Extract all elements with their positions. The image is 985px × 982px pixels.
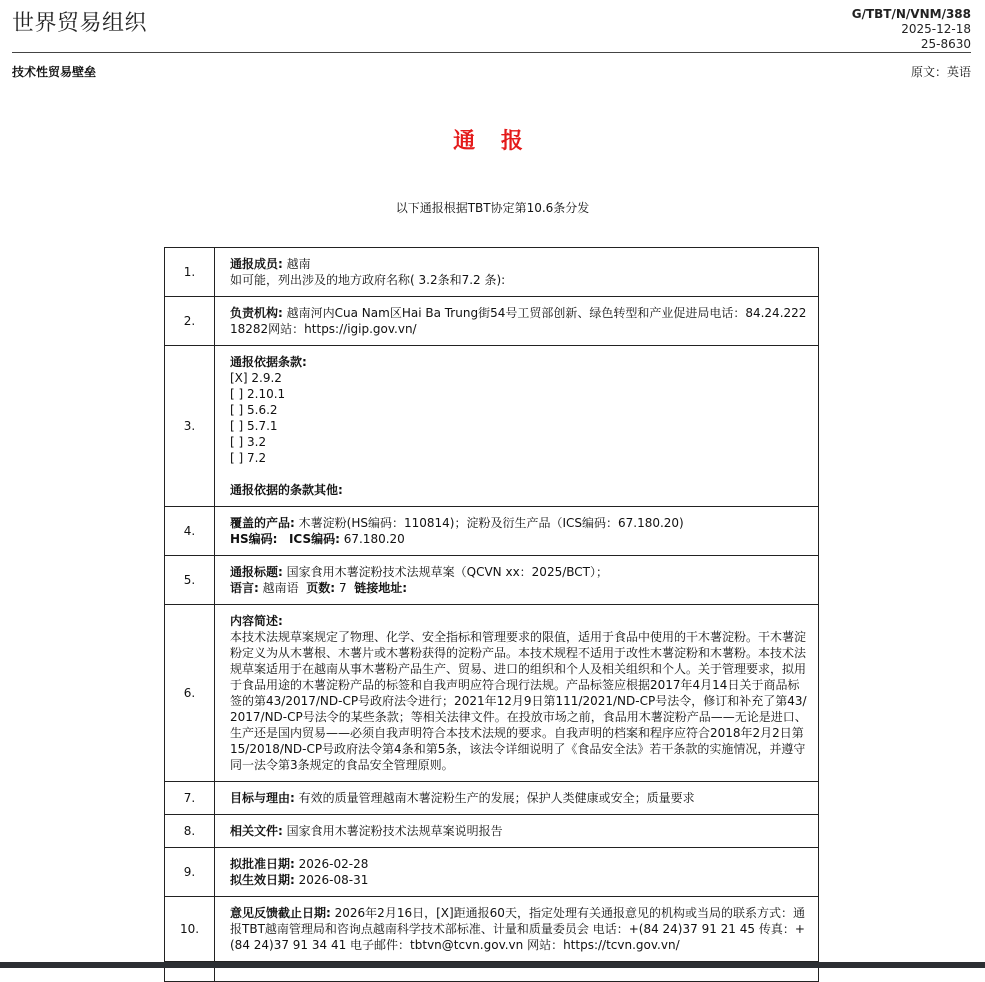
table-row	[165, 848, 819, 897]
field-value: 木薯淀粉(HS编码：110814)；淀粉及衍生产品（ICS编码：67.180.20)	[298, 516, 684, 530]
row-content	[215, 897, 819, 962]
document-symbol: G/TBT/N/VNM/388	[851, 7, 971, 21]
subtitle: 技术性贸易壁垒	[12, 65, 97, 79]
field-value: 越南语	[262, 581, 299, 595]
table-row	[165, 897, 819, 962]
row-number: 3.	[165, 346, 215, 507]
field-value: 越南河内Cua Nam区Hai Ba Trung街54号工贸部创新、绿色转型和产业促进局电话：84.24.22218282网站：https://igip.gov.vn/	[230, 306, 807, 336]
table-row	[165, 782, 819, 815]
field-label: 通报成员:	[230, 257, 283, 271]
table-row	[165, 507, 819, 556]
document-date: 2025-12-18	[901, 22, 971, 36]
row-content	[215, 507, 819, 556]
row-content	[215, 297, 819, 346]
field-label: 负责机构:	[230, 306, 283, 320]
row-content	[215, 782, 819, 815]
intro-line: 以下通报根据TBT协定第10.6条分发	[395, 201, 590, 215]
field-value: 2026-08-31	[298, 873, 369, 887]
field-value: 有效的质量管理越南木薯淀粉生产的发展；保护人类健康或安全；质量要求	[298, 791, 695, 805]
field-label: ICS编码:	[288, 532, 340, 546]
table-row	[165, 815, 819, 848]
checkbox-item: [ ] 2.10.1	[230, 387, 286, 401]
field-value: 本技术法规草案规定了物理、化学、安全指标和管理要求的限值，适用于食品中使用的干木薯淀粉。干木薯淀粉定义为从木薯根、木薯片或木薯粉获得的淀粉产品。本技术规程不适用于改性木薯淀粉和木薯粉。本技术法规草案适用于在越南从事木薯粉产品生产、贸易、进口的组织和个人及相关组织和个人。关于管理要求，拟用于食品用途的木薯淀粉产品的标签和自我声明应符合现行法规。产品标签应根据2017年4月14日关于商品标签的第43/2017/ND-CP号政府法令进行；2021年12月9日第111/2021/ND-CP号法令，修订和补充了第43/2017/ND-CP号法令的某些条款；等相关法律文件。在投放市场之前，食品用木薯淀粉产品——无论是进口、生产还是国内贸易——必须自我声明符合本技术法规的要求。自我声明的档案和程序应符合2018年2月2日第15/2018/ND-CP号政府法令第4条和第5条，该法令详细说明了《食品安全法》若干条款的实施情况，并遵守同一法令第3条规定的食品安全管理原则。	[230, 630, 807, 772]
field-label: 意见反馈截止日期:	[230, 906, 331, 920]
field-value: 7	[338, 581, 347, 595]
field-label: 覆盖的产品:	[230, 516, 295, 530]
field-note: 如可能，列出涉及的地方政府名称( 3.2条和7.2 条):	[230, 273, 506, 287]
original-language: 原文：英语	[910, 65, 971, 79]
table-row	[165, 556, 819, 605]
notification-table	[164, 247, 819, 982]
checkbox-item: [X] 2.9.2	[230, 371, 282, 385]
row-number: 6.	[165, 605, 215, 782]
checkbox-item: [ ] 5.7.1	[230, 419, 278, 433]
checkbox-item: [ ] 5.6.2	[230, 403, 278, 417]
field-value: 2026年2月16日，[X]距通报60天，指定处理有关通报意见的机构或当局的联系方式：通报TBT越南管理局和咨询点越南科学技术部标准、计量和质量委员会 电话：+(84 24)37 91 21 45 传真：+(84 24)37 91 34 41 电子邮件：tbtvn@tcvn.gov.vn 网站：https://tcvn.gov.vn/	[230, 906, 805, 952]
header-rule	[12, 52, 971, 53]
notification-heading: 通 报	[453, 129, 532, 154]
field-label: 内容简述:	[230, 614, 283, 628]
field-label: 相关文件:	[230, 824, 283, 838]
field-value: 越南	[286, 257, 311, 271]
table-row	[165, 605, 819, 782]
row-content	[215, 848, 819, 897]
field-label: 通报依据的条款其他:	[230, 483, 343, 497]
document-number: 25-8630	[920, 37, 971, 51]
table-row	[165, 297, 819, 346]
field-label: 通报标题:	[230, 565, 283, 579]
row-number: 9.	[165, 848, 215, 897]
row-content	[215, 556, 819, 605]
row-number: 4.	[165, 507, 215, 556]
row-number: 8.	[165, 815, 215, 848]
row-content	[215, 248, 819, 297]
row-number: 7.	[165, 782, 215, 815]
row-number: 1.	[165, 248, 215, 297]
row-number: 5.	[165, 556, 215, 605]
field-value: 国家食用木薯淀粉技术法规草案说明报告	[286, 824, 503, 838]
row-number: 2.	[165, 297, 215, 346]
row-number: 10.	[165, 897, 215, 962]
document-meta	[852, 7, 971, 52]
field-label: HS编码:	[230, 532, 278, 546]
row-content	[215, 815, 819, 848]
checkbox-item: [ ] 3.2	[230, 435, 267, 449]
field-value: 国家食用木薯淀粉技术法规草案（QCVN xx：2025/BCT）；	[286, 565, 608, 579]
checkbox-item: [ ] 7.2	[230, 451, 267, 465]
field-value: 67.180.20	[343, 532, 405, 546]
row-content	[215, 346, 819, 507]
field-label: 通报依据条款:	[230, 355, 307, 369]
table-row	[165, 248, 819, 297]
table-row	[165, 346, 819, 507]
field-label: 目标与理由:	[230, 791, 295, 805]
field-value: 2026-02-28	[298, 857, 369, 871]
field-label: 拟生效日期:	[230, 873, 295, 887]
field-label: 语言:	[230, 581, 259, 595]
org-title: 世界贸易组织	[12, 11, 148, 36]
row-content	[215, 605, 819, 782]
field-label: 页数:	[306, 581, 336, 595]
field-label: 链接地址:	[354, 581, 408, 595]
footer-bar	[0, 962, 985, 968]
field-label: 拟批准日期:	[230, 857, 295, 871]
